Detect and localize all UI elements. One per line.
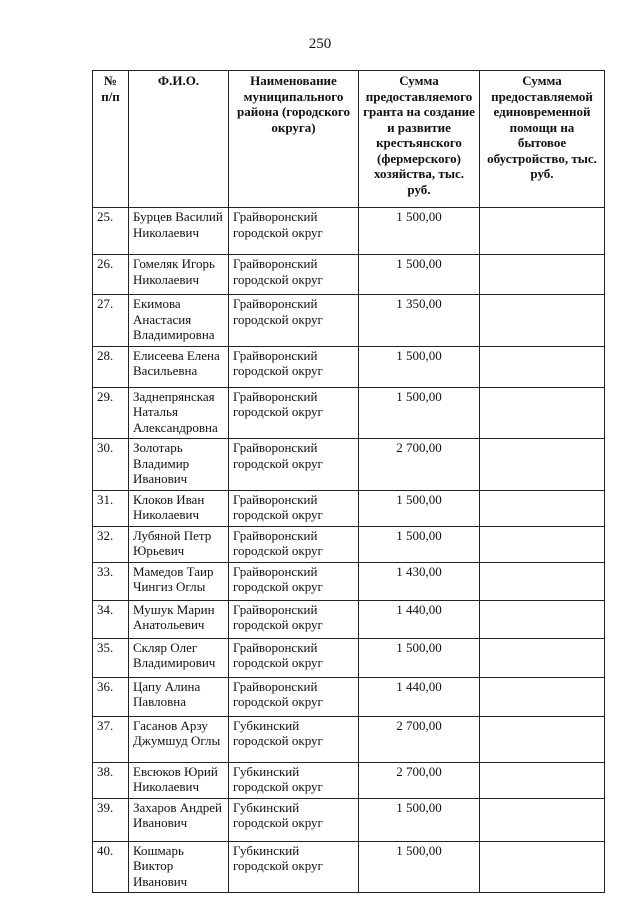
row-grant-amount: 1 500,00 <box>359 841 480 893</box>
row-aid-amount <box>480 490 605 526</box>
row-aid-amount <box>480 439 605 491</box>
row-aid-amount <box>480 387 605 439</box>
row-aid-amount <box>480 255 605 295</box>
row-district: Грайворонский городской округ <box>229 490 359 526</box>
row-fio: Лубяной Петр Юрьевич <box>129 526 229 562</box>
row-aid-amount <box>480 562 605 600</box>
row-grant-amount: 1 500,00 <box>359 638 480 677</box>
row-fio: Екимова Анастасия Владимировна <box>129 295 229 347</box>
table-row <box>93 526 605 562</box>
row-grant-amount: 1 500,00 <box>359 387 480 439</box>
recipients-table <box>92 70 605 893</box>
row-number: 34. <box>93 600 129 638</box>
table-row <box>93 677 605 716</box>
table-row <box>93 716 605 762</box>
row-number: 36. <box>93 677 129 716</box>
row-fio: Кошмарь Виктор Иванович <box>129 841 229 893</box>
row-number: 35. <box>93 638 129 677</box>
row-fio: Мамедов Таир Чингиз Оглы <box>129 562 229 600</box>
row-grant-amount: 1 500,00 <box>359 346 480 387</box>
page-number: 250 <box>308 36 332 52</box>
row-aid-amount <box>480 346 605 387</box>
row-fio: Клоков Иван Николаевич <box>129 490 229 526</box>
row-fio: Мушук Марин Анатольевич <box>129 600 229 638</box>
header-aid: Сумма предоставляемой единовременной помощи на бытовое обустройство, тыс. руб. <box>480 71 605 208</box>
row-fio: Скляр Олег Владимирович <box>129 638 229 677</box>
table-row <box>93 841 605 893</box>
row-fio: Гомеляк Игорь Николаевич <box>129 255 229 295</box>
row-aid-amount <box>480 295 605 347</box>
header-district: Наименование муниципального района (городского округа) <box>229 71 359 208</box>
row-grant-amount: 1 500,00 <box>359 208 480 255</box>
row-aid-amount <box>480 638 605 677</box>
row-district: Губкинский городской округ <box>229 798 359 841</box>
row-grant-amount: 2 700,00 <box>359 762 480 798</box>
header-fio: Ф.И.О. <box>129 71 229 208</box>
row-district: Грайворонский городской округ <box>229 677 359 716</box>
row-aid-amount <box>480 762 605 798</box>
row-fio: Евсюков Юрий Николаевич <box>129 762 229 798</box>
table-row <box>93 762 605 798</box>
row-grant-amount: 2 700,00 <box>359 716 480 762</box>
row-number: 32. <box>93 526 129 562</box>
row-fio: Гасанов Арзу Джумшуд Оглы <box>129 716 229 762</box>
row-number: 31. <box>93 490 129 526</box>
row-number: 26. <box>93 255 129 295</box>
row-fio: Золотарь Владимир Иванович <box>129 439 229 491</box>
row-district: Губкинский городской округ <box>229 841 359 893</box>
row-number: 39. <box>93 798 129 841</box>
row-number: 37. <box>93 716 129 762</box>
row-aid-amount <box>480 677 605 716</box>
row-aid-amount <box>480 716 605 762</box>
row-fio: Захаров Андрей Иванович <box>129 798 229 841</box>
table-row <box>93 208 605 255</box>
table-row <box>93 798 605 841</box>
table-row <box>93 600 605 638</box>
row-district: Грайворонский городской округ <box>229 255 359 295</box>
table-row <box>93 295 605 347</box>
row-fio: Заднепрянская Наталья Александровна <box>129 387 229 439</box>
row-district: Грайворонский городской округ <box>229 526 359 562</box>
row-district: Грайворонский городской округ <box>229 600 359 638</box>
row-grant-amount: 1 500,00 <box>359 490 480 526</box>
row-grant-amount: 1 440,00 <box>359 600 480 638</box>
row-fio: Цапу Алина Павловна <box>129 677 229 716</box>
row-district: Грайворонский городской округ <box>229 208 359 255</box>
row-grant-amount: 1 350,00 <box>359 295 480 347</box>
row-district: Губкинский городской округ <box>229 762 359 798</box>
row-district: Грайворонский городской округ <box>229 638 359 677</box>
header-num: № п/п <box>93 71 129 208</box>
row-number: 33. <box>93 562 129 600</box>
row-number: 38. <box>93 762 129 798</box>
row-grant-amount: 1 500,00 <box>359 255 480 295</box>
table-row <box>93 387 605 439</box>
row-number: 30. <box>93 439 129 491</box>
table-row <box>93 255 605 295</box>
row-number: 25. <box>93 208 129 255</box>
row-aid-amount <box>480 798 605 841</box>
table-body <box>93 208 605 893</box>
row-aid-amount <box>480 208 605 255</box>
row-aid-amount <box>480 841 605 893</box>
table-row <box>93 562 605 600</box>
row-fio: Елисеева Елена Васильевна <box>129 346 229 387</box>
row-grant-amount: 2 700,00 <box>359 439 480 491</box>
row-number: 40. <box>93 841 129 893</box>
table-row <box>93 638 605 677</box>
row-aid-amount <box>480 600 605 638</box>
row-district: Грайворонский городской округ <box>229 562 359 600</box>
row-district: Грайворонский городской округ <box>229 387 359 439</box>
row-district: Грайворонский городской округ <box>229 346 359 387</box>
row-number: 27. <box>93 295 129 347</box>
row-fio: Бурцев Василий Николаевич <box>129 208 229 255</box>
row-grant-amount: 1 500,00 <box>359 798 480 841</box>
table-header-row <box>93 71 605 208</box>
row-aid-amount <box>480 526 605 562</box>
row-grant-amount: 1 500,00 <box>359 526 480 562</box>
row-district: Грайворонский городской округ <box>229 295 359 347</box>
row-number: 28. <box>93 346 129 387</box>
table-row <box>93 439 605 491</box>
row-district: Губкинский городской округ <box>229 716 359 762</box>
row-number: 29. <box>93 387 129 439</box>
row-grant-amount: 1 440,00 <box>359 677 480 716</box>
row-grant-amount: 1 430,00 <box>359 562 480 600</box>
row-district: Грайворонский городской округ <box>229 439 359 491</box>
header-grant: Сумма предоставляемого гранта на создание и развитие крестьянского (фермерского) хозяйства, тыс. руб. <box>359 71 480 208</box>
table-row <box>93 490 605 526</box>
table-row <box>93 346 605 387</box>
